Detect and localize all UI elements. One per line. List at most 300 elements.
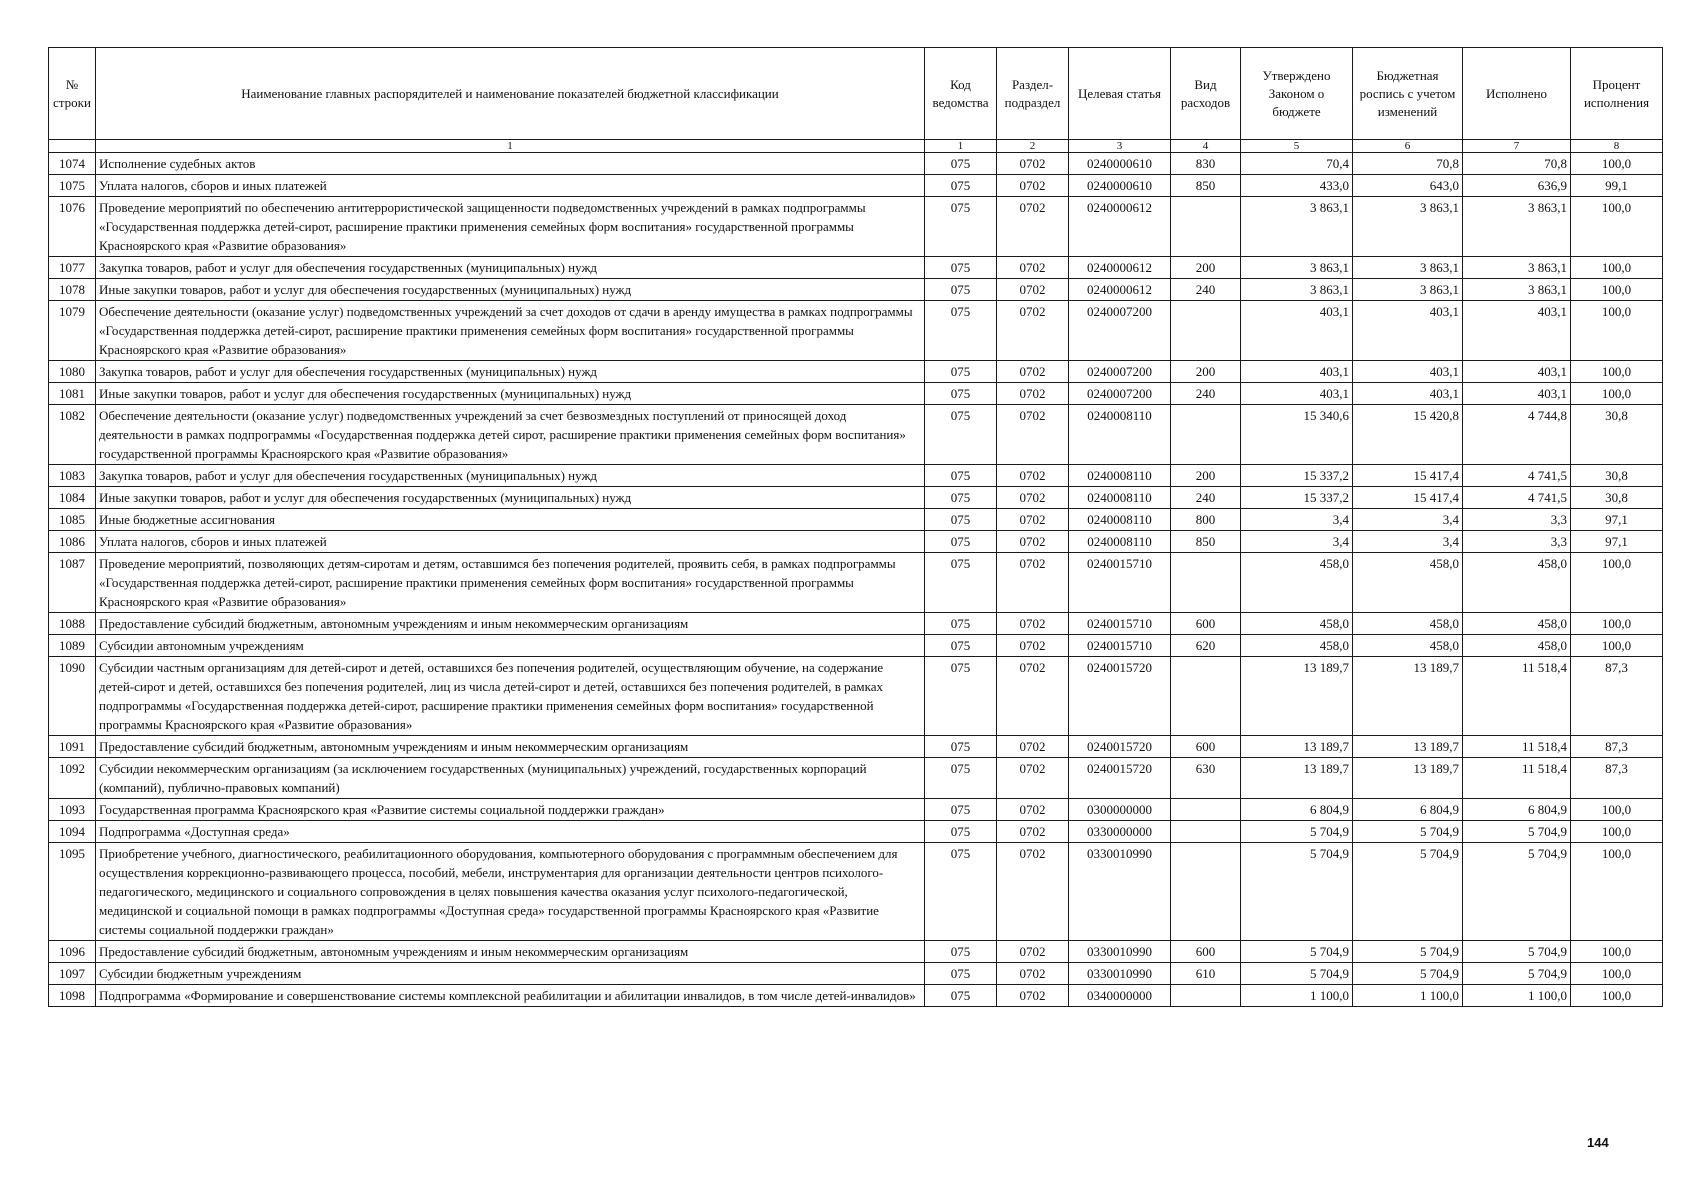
row-approved: 5 704,9 bbox=[1241, 821, 1353, 843]
row-executed: 70,8 bbox=[1463, 153, 1571, 175]
row-executed: 403,1 bbox=[1463, 301, 1571, 361]
row-number: 1098 bbox=[49, 985, 96, 1007]
row-name: Иные закупки товаров, работ и услуг для обеспечения государственных (муниципальных) нужд bbox=[96, 487, 925, 509]
row-number: 1074 bbox=[49, 153, 96, 175]
row-expense-type bbox=[1171, 843, 1241, 941]
row-percent: 99,1 bbox=[1571, 175, 1663, 197]
row-executed: 5 704,9 bbox=[1463, 843, 1571, 941]
table-row bbox=[49, 301, 1663, 361]
row-name: Закупка товаров, работ и услуг для обеспечения государственных (муниципальных) нужд bbox=[96, 465, 925, 487]
row-name: Обеспечение деятельности (оказание услуг) подведомственных учреждений за счет доходов от сдачи в аренду имущества в рамках подпрограммы «Государственная поддержка детей-сирот, расширение практики применения семейных форм воспитания» государственной программы Красноярского края «Развитие образования» bbox=[96, 301, 925, 361]
row-section: 0702 bbox=[997, 509, 1069, 531]
row-target: 0240008110 bbox=[1069, 487, 1171, 509]
row-number: 1091 bbox=[49, 736, 96, 758]
row-name: Субсидии автономным учреждениям bbox=[96, 635, 925, 657]
row-target: 0240007200 bbox=[1069, 383, 1171, 405]
row-budget-list: 403,1 bbox=[1353, 361, 1463, 383]
row-dept-code: 075 bbox=[925, 383, 997, 405]
budget-table-sheet bbox=[48, 47, 1662, 1007]
row-executed: 403,1 bbox=[1463, 361, 1571, 383]
table-row bbox=[49, 963, 1663, 985]
row-number: 1086 bbox=[49, 531, 96, 553]
row-number: 1097 bbox=[49, 963, 96, 985]
row-dept-code: 075 bbox=[925, 405, 997, 465]
row-dept-code: 075 bbox=[925, 175, 997, 197]
row-target: 0240000610 bbox=[1069, 175, 1171, 197]
column-number: 5 bbox=[1241, 140, 1353, 153]
row-name: Проведение мероприятий, позволяющих детям-сиротам и детям, оставшимся без попечения родителей, проявить себя, в рамках подпрограммы «Государственная поддержка детей-сирот, расширение практики применения семейных форм воспитания» государственной программы Красноярского края «Развитие образования» bbox=[96, 553, 925, 613]
row-budget-list: 5 704,9 bbox=[1353, 963, 1463, 985]
row-name: Уплата налогов, сборов и иных платежей bbox=[96, 531, 925, 553]
row-target: 0240008110 bbox=[1069, 465, 1171, 487]
row-budget-list: 15 417,4 bbox=[1353, 487, 1463, 509]
row-approved: 403,1 bbox=[1241, 361, 1353, 383]
row-number: 1075 bbox=[49, 175, 96, 197]
row-section: 0702 bbox=[997, 553, 1069, 613]
header-percent: Процент исполнения bbox=[1571, 48, 1663, 140]
row-expense-type: 850 bbox=[1171, 175, 1241, 197]
row-budget-list: 458,0 bbox=[1353, 613, 1463, 635]
row-expense-type: 850 bbox=[1171, 531, 1241, 553]
row-budget-list: 1 100,0 bbox=[1353, 985, 1463, 1007]
row-budget-list: 13 189,7 bbox=[1353, 736, 1463, 758]
row-expense-type bbox=[1171, 197, 1241, 257]
row-percent: 100,0 bbox=[1571, 613, 1663, 635]
row-target: 0240015710 bbox=[1069, 613, 1171, 635]
row-dept-code: 075 bbox=[925, 197, 997, 257]
row-budget-list: 458,0 bbox=[1353, 553, 1463, 613]
header-name: Наименование главных распорядителей и наименование показателей бюджетной классификации bbox=[96, 48, 925, 140]
table-row bbox=[49, 843, 1663, 941]
row-executed: 403,1 bbox=[1463, 383, 1571, 405]
header-target: Целевая статья bbox=[1069, 48, 1171, 140]
row-section: 0702 bbox=[997, 843, 1069, 941]
row-budget-list: 6 804,9 bbox=[1353, 799, 1463, 821]
row-name: Закупка товаров, работ и услуг для обеспечения государственных (муниципальных) нужд bbox=[96, 257, 925, 279]
row-dept-code: 075 bbox=[925, 736, 997, 758]
row-budget-list: 643,0 bbox=[1353, 175, 1463, 197]
header-executed: Исполнено bbox=[1463, 48, 1571, 140]
header-expense-type: Вид расходов bbox=[1171, 48, 1241, 140]
row-dept-code: 075 bbox=[925, 799, 997, 821]
row-executed: 458,0 bbox=[1463, 553, 1571, 613]
row-budget-list: 13 189,7 bbox=[1353, 657, 1463, 736]
row-name: Закупка товаров, работ и услуг для обеспечения государственных (муниципальных) нужд bbox=[96, 361, 925, 383]
row-name: Предоставление субсидий бюджетным, автономным учреждениям и иным некоммерческим организациям bbox=[96, 613, 925, 635]
row-target: 0240015720 bbox=[1069, 657, 1171, 736]
row-name: Субсидии частным организациям для детей-сирот и детей, оставшихся без попечения родителей, осуществляющим обучение, на содержание детей-сирот и детей, оставшихся без попечения родителей, лиц из числа детей-сирот и детей, оставшихся без попечения родителей, в рамках подпрограммы «Государственная поддержка детей-сирот, расширение практики применения семейных форм воспитания» государственной программы Красноярского края «Развитие образования» bbox=[96, 657, 925, 736]
row-percent: 87,3 bbox=[1571, 736, 1663, 758]
row-approved: 403,1 bbox=[1241, 383, 1353, 405]
row-approved: 3,4 bbox=[1241, 531, 1353, 553]
row-target: 0240000612 bbox=[1069, 257, 1171, 279]
row-budget-list: 15 420,8 bbox=[1353, 405, 1463, 465]
row-name: Предоставление субсидий бюджетным, автономным учреждениям и иным некоммерческим организациям bbox=[96, 736, 925, 758]
row-approved: 5 704,9 bbox=[1241, 963, 1353, 985]
row-executed: 4 744,8 bbox=[1463, 405, 1571, 465]
row-dept-code: 075 bbox=[925, 361, 997, 383]
row-target: 0240015720 bbox=[1069, 736, 1171, 758]
row-percent: 100,0 bbox=[1571, 635, 1663, 657]
row-target: 0240008110 bbox=[1069, 531, 1171, 553]
row-dept-code: 075 bbox=[925, 758, 997, 799]
row-number: 1082 bbox=[49, 405, 96, 465]
table-row bbox=[49, 736, 1663, 758]
row-target: 0330000000 bbox=[1069, 821, 1171, 843]
header-section: Раздел-подраздел bbox=[997, 48, 1069, 140]
row-section: 0702 bbox=[997, 941, 1069, 963]
row-target: 0340000000 bbox=[1069, 985, 1171, 1007]
row-dept-code: 075 bbox=[925, 635, 997, 657]
row-executed: 6 804,9 bbox=[1463, 799, 1571, 821]
row-section: 0702 bbox=[997, 487, 1069, 509]
row-target: 0240008110 bbox=[1069, 509, 1171, 531]
row-target: 0240007200 bbox=[1069, 361, 1171, 383]
row-section: 0702 bbox=[997, 279, 1069, 301]
row-name: Государственная программа Красноярского края «Развитие системы социальной поддержки граждан» bbox=[96, 799, 925, 821]
row-section: 0702 bbox=[997, 613, 1069, 635]
row-approved: 3,4 bbox=[1241, 509, 1353, 531]
header-approved: Утверждено Законом о бюджете bbox=[1241, 48, 1353, 140]
row-section: 0702 bbox=[997, 383, 1069, 405]
row-approved: 5 704,9 bbox=[1241, 843, 1353, 941]
row-number: 1081 bbox=[49, 383, 96, 405]
row-target: 0240000612 bbox=[1069, 197, 1171, 257]
row-percent: 100,0 bbox=[1571, 843, 1663, 941]
row-dept-code: 075 bbox=[925, 657, 997, 736]
row-dept-code: 075 bbox=[925, 553, 997, 613]
table-row bbox=[49, 985, 1663, 1007]
row-percent: 100,0 bbox=[1571, 553, 1663, 613]
table-row bbox=[49, 799, 1663, 821]
row-percent: 100,0 bbox=[1571, 153, 1663, 175]
row-target: 0240000612 bbox=[1069, 279, 1171, 301]
row-name: Субсидии бюджетным учреждениям bbox=[96, 963, 925, 985]
row-approved: 458,0 bbox=[1241, 613, 1353, 635]
row-dept-code: 075 bbox=[925, 613, 997, 635]
column-number: 1 bbox=[925, 140, 997, 153]
row-dept-code: 075 bbox=[925, 821, 997, 843]
table-row bbox=[49, 383, 1663, 405]
row-expense-type: 620 bbox=[1171, 635, 1241, 657]
row-target: 0330010990 bbox=[1069, 941, 1171, 963]
row-approved: 458,0 bbox=[1241, 553, 1353, 613]
row-percent: 100,0 bbox=[1571, 985, 1663, 1007]
row-target: 0240015710 bbox=[1069, 635, 1171, 657]
row-percent: 100,0 bbox=[1571, 821, 1663, 843]
row-percent: 100,0 bbox=[1571, 941, 1663, 963]
row-percent: 100,0 bbox=[1571, 257, 1663, 279]
row-percent: 30,8 bbox=[1571, 487, 1663, 509]
row-percent: 100,0 bbox=[1571, 963, 1663, 985]
column-number: 2 bbox=[997, 140, 1069, 153]
row-approved: 458,0 bbox=[1241, 635, 1353, 657]
row-expense-type: 240 bbox=[1171, 487, 1241, 509]
row-target: 0330010990 bbox=[1069, 843, 1171, 941]
row-number: 1088 bbox=[49, 613, 96, 635]
row-budget-list: 403,1 bbox=[1353, 383, 1463, 405]
row-target: 0240000610 bbox=[1069, 153, 1171, 175]
table-row bbox=[49, 635, 1663, 657]
row-approved: 15 337,2 bbox=[1241, 487, 1353, 509]
row-number: 1083 bbox=[49, 465, 96, 487]
row-expense-type: 630 bbox=[1171, 758, 1241, 799]
row-percent: 30,8 bbox=[1571, 405, 1663, 465]
row-percent: 100,0 bbox=[1571, 361, 1663, 383]
row-name: Исполнение судебных актов bbox=[96, 153, 925, 175]
table-header bbox=[49, 48, 1663, 153]
row-percent: 97,1 bbox=[1571, 509, 1663, 531]
row-name: Приобретение учебного, диагностического, реабилитационного оборудования, компьютерного оборудования с программным обеспечением для осуществления коррекционно-развивающего процесса, пособий, мебели, инструментария для организации деятельности центров психолого-педагогического, медицинского и социального сопровождения в целях повышения качества оказания услуг психолого-педагогической, медицинской и социальной помощи в рамках подпрограммы «Доступная среда» государственной программы Красноярского края «Развитие системы социальной поддержки граждан» bbox=[96, 843, 925, 941]
row-number: 1084 bbox=[49, 487, 96, 509]
row-percent: 100,0 bbox=[1571, 301, 1663, 361]
row-section: 0702 bbox=[997, 301, 1069, 361]
row-section: 0702 bbox=[997, 465, 1069, 487]
row-percent: 97,1 bbox=[1571, 531, 1663, 553]
row-approved: 15 337,2 bbox=[1241, 465, 1353, 487]
table-row bbox=[49, 613, 1663, 635]
row-budget-list: 403,1 bbox=[1353, 301, 1463, 361]
row-approved: 3 863,1 bbox=[1241, 197, 1353, 257]
row-approved: 70,4 bbox=[1241, 153, 1353, 175]
row-approved: 3 863,1 bbox=[1241, 257, 1353, 279]
row-target: 0240015720 bbox=[1069, 758, 1171, 799]
row-expense-type: 800 bbox=[1171, 509, 1241, 531]
row-budget-list: 3,4 bbox=[1353, 531, 1463, 553]
row-dept-code: 075 bbox=[925, 301, 997, 361]
table-row bbox=[49, 361, 1663, 383]
row-executed: 4 741,5 bbox=[1463, 465, 1571, 487]
row-expense-type: 200 bbox=[1171, 257, 1241, 279]
row-executed: 1 100,0 bbox=[1463, 985, 1571, 1007]
row-approved: 15 340,6 bbox=[1241, 405, 1353, 465]
row-number: 1078 bbox=[49, 279, 96, 301]
row-budget-list: 5 704,9 bbox=[1353, 941, 1463, 963]
row-section: 0702 bbox=[997, 531, 1069, 553]
table-row bbox=[49, 405, 1663, 465]
row-approved: 6 804,9 bbox=[1241, 799, 1353, 821]
row-name: Проведение мероприятий по обеспечению антитеррористической защищенности подведомственных учреждений в рамках подпрограммы «Государственная поддержка детей-сирот, расширение практики применения семейных форм воспитания» государственной программы Красноярского края «Развитие образования» bbox=[96, 197, 925, 257]
row-approved: 433,0 bbox=[1241, 175, 1353, 197]
row-target: 0240007200 bbox=[1069, 301, 1171, 361]
column-number: 3 bbox=[1069, 140, 1171, 153]
table-row bbox=[49, 821, 1663, 843]
row-number: 1095 bbox=[49, 843, 96, 941]
row-expense-type: 600 bbox=[1171, 941, 1241, 963]
row-budget-list: 15 417,4 bbox=[1353, 465, 1463, 487]
row-number: 1094 bbox=[49, 821, 96, 843]
row-expense-type: 830 bbox=[1171, 153, 1241, 175]
row-budget-list: 3 863,1 bbox=[1353, 279, 1463, 301]
row-number: 1090 bbox=[49, 657, 96, 736]
row-percent: 87,3 bbox=[1571, 657, 1663, 736]
row-executed: 458,0 bbox=[1463, 613, 1571, 635]
row-executed: 3,3 bbox=[1463, 531, 1571, 553]
row-executed: 5 704,9 bbox=[1463, 821, 1571, 843]
row-percent: 100,0 bbox=[1571, 197, 1663, 257]
row-dept-code: 075 bbox=[925, 531, 997, 553]
row-name: Субсидии некоммерческим организациям (за исключением государственных (муниципальных) учреждений, государственных корпораций (компаний), публично-правовых компаний) bbox=[96, 758, 925, 799]
row-number: 1089 bbox=[49, 635, 96, 657]
row-approved: 1 100,0 bbox=[1241, 985, 1353, 1007]
row-section: 0702 bbox=[997, 657, 1069, 736]
column-number: 6 bbox=[1353, 140, 1463, 153]
row-expense-type bbox=[1171, 553, 1241, 613]
table-row bbox=[49, 657, 1663, 736]
column-number: 8 bbox=[1571, 140, 1663, 153]
table-row bbox=[49, 153, 1663, 175]
row-expense-type: 200 bbox=[1171, 465, 1241, 487]
row-executed: 3 863,1 bbox=[1463, 279, 1571, 301]
row-executed: 3 863,1 bbox=[1463, 197, 1571, 257]
row-executed: 11 518,4 bbox=[1463, 758, 1571, 799]
row-expense-type bbox=[1171, 301, 1241, 361]
row-name: Иные закупки товаров, работ и услуг для обеспечения государственных (муниципальных) нужд bbox=[96, 279, 925, 301]
table-row bbox=[49, 941, 1663, 963]
row-dept-code: 075 bbox=[925, 509, 997, 531]
row-target: 0330010990 bbox=[1069, 963, 1171, 985]
row-name: Иные закупки товаров, работ и услуг для обеспечения государственных (муниципальных) нужд bbox=[96, 383, 925, 405]
table-row bbox=[49, 758, 1663, 799]
table-row bbox=[49, 465, 1663, 487]
row-section: 0702 bbox=[997, 985, 1069, 1007]
row-dept-code: 075 bbox=[925, 963, 997, 985]
table-row bbox=[49, 553, 1663, 613]
row-number: 1085 bbox=[49, 509, 96, 531]
row-expense-type: 600 bbox=[1171, 736, 1241, 758]
row-percent: 30,8 bbox=[1571, 465, 1663, 487]
row-budget-list: 3,4 bbox=[1353, 509, 1463, 531]
row-expense-type: 200 bbox=[1171, 361, 1241, 383]
row-budget-list: 3 863,1 bbox=[1353, 257, 1463, 279]
row-number: 1080 bbox=[49, 361, 96, 383]
row-section: 0702 bbox=[997, 821, 1069, 843]
row-dept-code: 075 bbox=[925, 153, 997, 175]
row-number: 1096 bbox=[49, 941, 96, 963]
row-dept-code: 075 bbox=[925, 985, 997, 1007]
row-expense-type bbox=[1171, 799, 1241, 821]
table-row bbox=[49, 487, 1663, 509]
table-row bbox=[49, 197, 1663, 257]
row-number: 1092 bbox=[49, 758, 96, 799]
table-row bbox=[49, 279, 1663, 301]
row-executed: 3,3 bbox=[1463, 509, 1571, 531]
row-dept-code: 075 bbox=[925, 941, 997, 963]
row-expense-type bbox=[1171, 821, 1241, 843]
row-target: 0240015710 bbox=[1069, 553, 1171, 613]
row-section: 0702 bbox=[997, 799, 1069, 821]
row-name: Подпрограмма «Формирование и совершенствование системы комплексной реабилитации и абилитации инвалидов, в том числе детей-инвалидов» bbox=[96, 985, 925, 1007]
row-dept-code: 075 bbox=[925, 465, 997, 487]
table-body bbox=[49, 153, 1663, 1007]
row-dept-code: 075 bbox=[925, 843, 997, 941]
row-approved: 3 863,1 bbox=[1241, 279, 1353, 301]
row-section: 0702 bbox=[997, 153, 1069, 175]
row-budget-list: 5 704,9 bbox=[1353, 843, 1463, 941]
table-row bbox=[49, 531, 1663, 553]
row-approved: 5 704,9 bbox=[1241, 941, 1353, 963]
row-percent: 100,0 bbox=[1571, 799, 1663, 821]
row-approved: 13 189,7 bbox=[1241, 736, 1353, 758]
row-section: 0702 bbox=[997, 758, 1069, 799]
table-row bbox=[49, 509, 1663, 531]
table-row bbox=[49, 175, 1663, 197]
column-number: 1 bbox=[96, 140, 925, 153]
row-executed: 5 704,9 bbox=[1463, 941, 1571, 963]
table-row bbox=[49, 257, 1663, 279]
row-target: 0240008110 bbox=[1069, 405, 1171, 465]
row-section: 0702 bbox=[997, 197, 1069, 257]
row-executed: 5 704,9 bbox=[1463, 963, 1571, 985]
row-approved: 13 189,7 bbox=[1241, 758, 1353, 799]
row-expense-type: 610 bbox=[1171, 963, 1241, 985]
header-dept-code: Код ведомства bbox=[925, 48, 997, 140]
column-number-row bbox=[49, 140, 1663, 153]
row-number: 1079 bbox=[49, 301, 96, 361]
row-name: Обеспечение деятельности (оказание услуг) подведомственных учреждений за счет безвозмездных поступлений от приносящей доход деятельности в рамках подпрограммы «Государственная поддержка детей сирот, расширение практики применения семейных форм воспитания» государственной программы Красноярского края «Развитие образования» bbox=[96, 405, 925, 465]
row-section: 0702 bbox=[997, 736, 1069, 758]
row-section: 0702 bbox=[997, 405, 1069, 465]
row-approved: 403,1 bbox=[1241, 301, 1353, 361]
row-executed: 11 518,4 bbox=[1463, 736, 1571, 758]
row-name: Иные бюджетные ассигнования bbox=[96, 509, 925, 531]
row-number: 1087 bbox=[49, 553, 96, 613]
row-budget-list: 3 863,1 bbox=[1353, 197, 1463, 257]
row-section: 0702 bbox=[997, 175, 1069, 197]
row-name: Подпрограмма «Доступная среда» bbox=[96, 821, 925, 843]
row-dept-code: 075 bbox=[925, 257, 997, 279]
row-dept-code: 075 bbox=[925, 279, 997, 301]
budget-execution-table bbox=[48, 47, 1663, 1007]
row-executed: 4 741,5 bbox=[1463, 487, 1571, 509]
column-number bbox=[49, 140, 96, 153]
row-dept-code: 075 bbox=[925, 487, 997, 509]
row-percent: 100,0 bbox=[1571, 383, 1663, 405]
row-executed: 3 863,1 bbox=[1463, 257, 1571, 279]
row-expense-type: 600 bbox=[1171, 613, 1241, 635]
row-section: 0702 bbox=[997, 963, 1069, 985]
row-number: 1093 bbox=[49, 799, 96, 821]
row-section: 0702 bbox=[997, 361, 1069, 383]
row-number: 1077 bbox=[49, 257, 96, 279]
row-name: Уплата налогов, сборов и иных платежей bbox=[96, 175, 925, 197]
row-budget-list: 458,0 bbox=[1353, 635, 1463, 657]
header-budget-list: Бюджетная роспись с учетом изменений bbox=[1353, 48, 1463, 140]
row-target: 0300000000 bbox=[1069, 799, 1171, 821]
row-budget-list: 70,8 bbox=[1353, 153, 1463, 175]
column-number: 7 bbox=[1463, 140, 1571, 153]
page-number: 144 bbox=[1587, 1135, 1609, 1150]
row-percent: 100,0 bbox=[1571, 279, 1663, 301]
row-section: 0702 bbox=[997, 257, 1069, 279]
row-percent: 87,3 bbox=[1571, 758, 1663, 799]
row-expense-type bbox=[1171, 985, 1241, 1007]
row-approved: 13 189,7 bbox=[1241, 657, 1353, 736]
row-number: 1076 bbox=[49, 197, 96, 257]
column-number: 4 bbox=[1171, 140, 1241, 153]
row-expense-type: 240 bbox=[1171, 383, 1241, 405]
row-section: 0702 bbox=[997, 635, 1069, 657]
header-row-no: № строки bbox=[49, 48, 96, 140]
row-executed: 458,0 bbox=[1463, 635, 1571, 657]
row-budget-list: 13 189,7 bbox=[1353, 758, 1463, 799]
row-expense-type: 240 bbox=[1171, 279, 1241, 301]
row-executed: 636,9 bbox=[1463, 175, 1571, 197]
row-name: Предоставление субсидий бюджетным, автономным учреждениям и иным некоммерческим организациям bbox=[96, 941, 925, 963]
row-executed: 11 518,4 bbox=[1463, 657, 1571, 736]
row-expense-type bbox=[1171, 657, 1241, 736]
row-budget-list: 5 704,9 bbox=[1353, 821, 1463, 843]
